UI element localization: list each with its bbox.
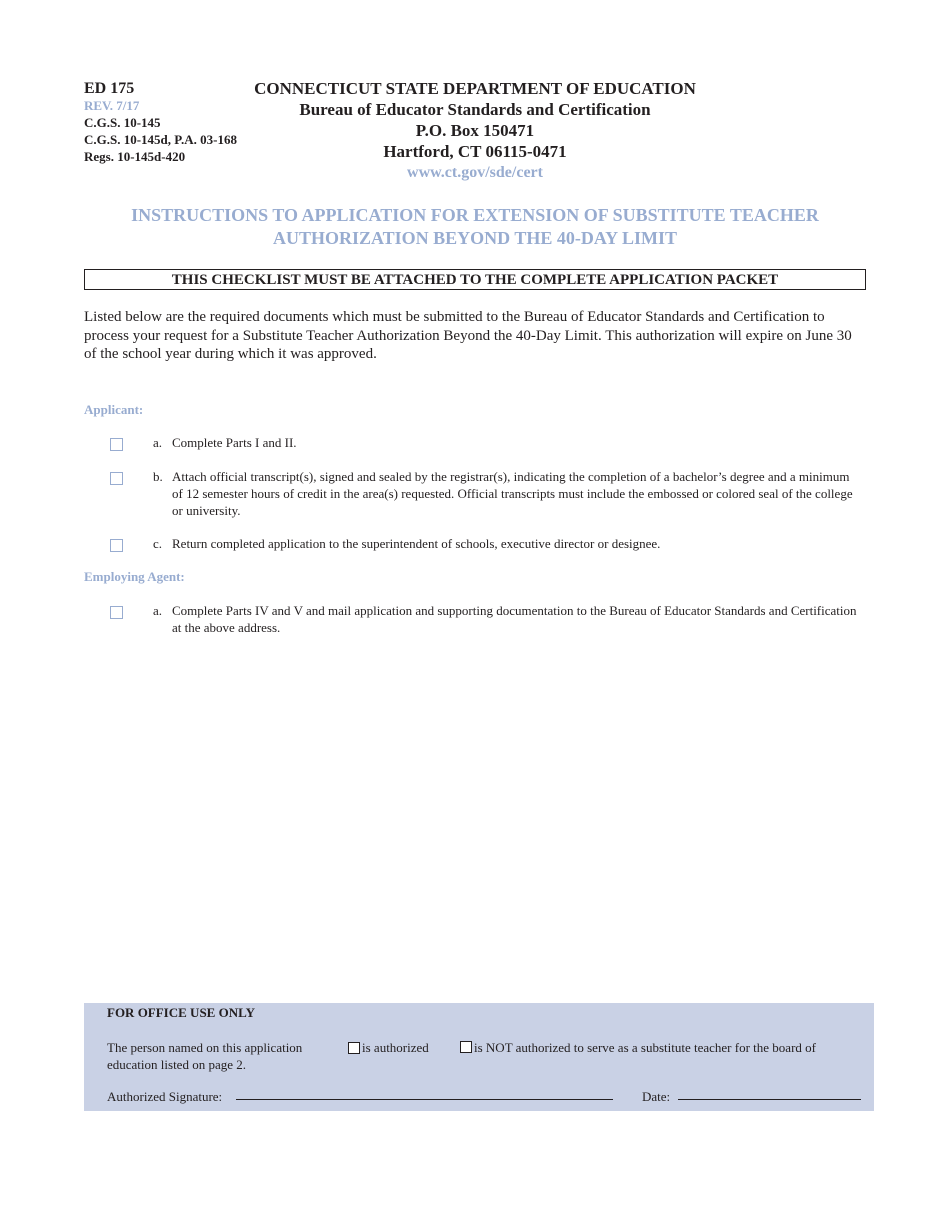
statute-2: C.G.S. 10-145d, P.A. 03-168 — [84, 132, 238, 147]
employing-agent-item-a-checkbox[interactable] — [110, 606, 123, 619]
document-title — [84, 204, 866, 250]
statute-1: C.G.S. 10-145 — [84, 115, 161, 130]
agency-name: CONNECTICUT STATE DEPARTMENT OF EDUCATION — [254, 79, 696, 98]
applicant-item-c-checkbox[interactable] — [110, 539, 123, 552]
city-address: Hartford, CT 06115-0471 — [383, 142, 567, 161]
item-text: Complete Parts IV and V and mail application and supporting documentation to the Bureau of Educator Standards and Certification at the above address. — [172, 603, 857, 635]
date-label: Date: — [642, 1089, 671, 1104]
applicant-label: Applicant: — [84, 402, 144, 417]
checklist-notice: THIS CHECKLIST MUST BE ATTACHED TO THE COMPLETE APPLICATION PACKET — [84, 269, 866, 290]
applicant-item-b — [153, 468, 863, 519]
employing-agent-item-a — [153, 602, 863, 636]
not-authorized-label: is NOT authorized to serve as a substitute teacher for the board of — [474, 1040, 816, 1055]
po-box: P.O. Box 150471 — [415, 121, 535, 140]
title-line-2: AUTHORIZATION BEYOND THE 40-DAY LIMIT — [272, 228, 678, 248]
item-text: Return completed application to the superintendent of schools, executive director or designee. — [172, 536, 661, 551]
agency-header — [200, 79, 750, 183]
office-person-text: The person named on this application education listed on page 2. — [107, 1040, 303, 1072]
statute-3: Regs. 10-145d-420 — [84, 149, 186, 164]
date-field[interactable] — [678, 1099, 861, 1100]
signature-field[interactable] — [236, 1099, 613, 1100]
applicant-item-a — [153, 434, 863, 451]
office-use-heading: FOR OFFICE USE ONLY — [107, 1005, 255, 1020]
form-number: ED 175 — [84, 80, 135, 97]
item-text: Attach official transcript(s), signed and sealed by the registrar(s), indicating the completion of a bachelor’s degree and a minimum of 12 semester hours of credit in the area(s) requested. Official transcripts must include the embossed or colored seal of the college or university. — [172, 469, 853, 518]
signature-label: Authorized Signature: — [107, 1089, 223, 1104]
intro-paragraph: Listed below are the required documents which must be submitted to the Bureau of Educator Standards and Certification to process your request for a Substitute Teacher Authorization Beyond the 40-Day Limit. This authorization will expire on June 30 of the school year during which it was approved. — [84, 309, 852, 362]
item-letter: a. — [153, 435, 163, 450]
authorized-label: is authorized — [362, 1040, 429, 1055]
item-letter: b. — [153, 469, 163, 484]
item-text: Complete Parts I and II. — [172, 435, 297, 450]
authorized-checkbox[interactable] — [348, 1042, 360, 1054]
bureau-name: Bureau of Educator Standards and Certification — [299, 100, 651, 119]
website-link[interactable]: www.ct.gov/sde/cert — [407, 164, 543, 181]
applicant-item-a-checkbox[interactable] — [110, 438, 123, 451]
not-authorized-checkbox[interactable] — [460, 1041, 472, 1053]
employing-agent-label: Employing Agent: — [84, 569, 185, 584]
title-line-1: INSTRUCTIONS TO APPLICATION FOR EXTENSION OF SUBSTITUTE TEACHER — [131, 205, 819, 225]
not-authorized-option — [460, 1039, 860, 1056]
office-use-box — [84, 1003, 874, 1111]
item-letter: a. — [153, 603, 163, 618]
item-letter: c. — [153, 536, 163, 551]
applicant-item-b-checkbox[interactable] — [110, 472, 123, 485]
authorized-option — [348, 1039, 429, 1056]
revision-date: REV. 7/17 — [84, 98, 140, 113]
applicant-item-c — [153, 535, 863, 552]
